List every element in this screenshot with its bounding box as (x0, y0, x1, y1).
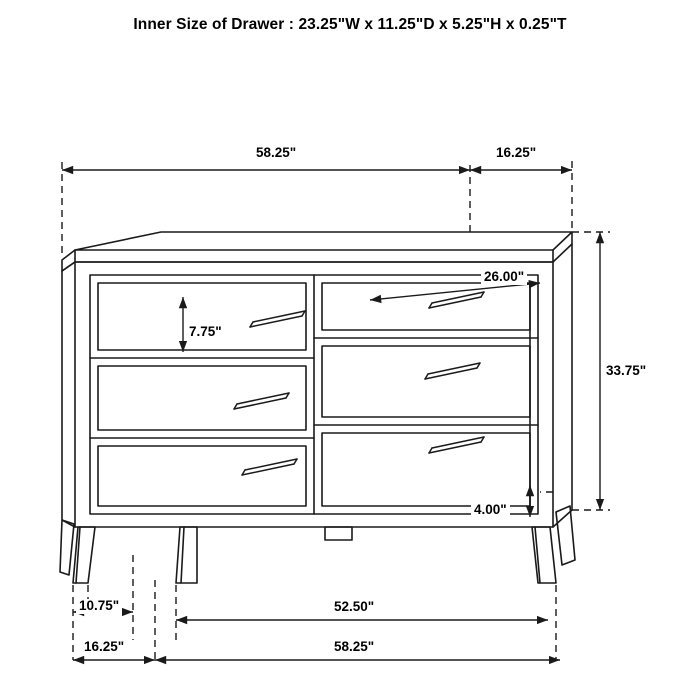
dim-top-left-width: 58.25" (253, 146, 299, 161)
dim-overall-height: 33.75" (603, 364, 649, 379)
dim-bottom-base-width: 52.50" (331, 600, 377, 615)
dim-bottom-leg-span: 10.75" (76, 599, 122, 614)
dim-interior-diagonal: 26.00" (481, 270, 527, 285)
dim-leg-height: 4.00" (471, 503, 510, 518)
page-title: Inner Size of Drawer : 23.25"W x 11.25"D x 5.25"H x 0.25"T (133, 16, 567, 33)
dim-top-right-depth: 16.25" (493, 146, 539, 161)
dim-bottom-left-depth: 16.25" (81, 640, 127, 655)
dim-bottom-overall-width: 58.25" (331, 640, 377, 655)
dim-drawer-height: 7.75" (186, 325, 225, 340)
